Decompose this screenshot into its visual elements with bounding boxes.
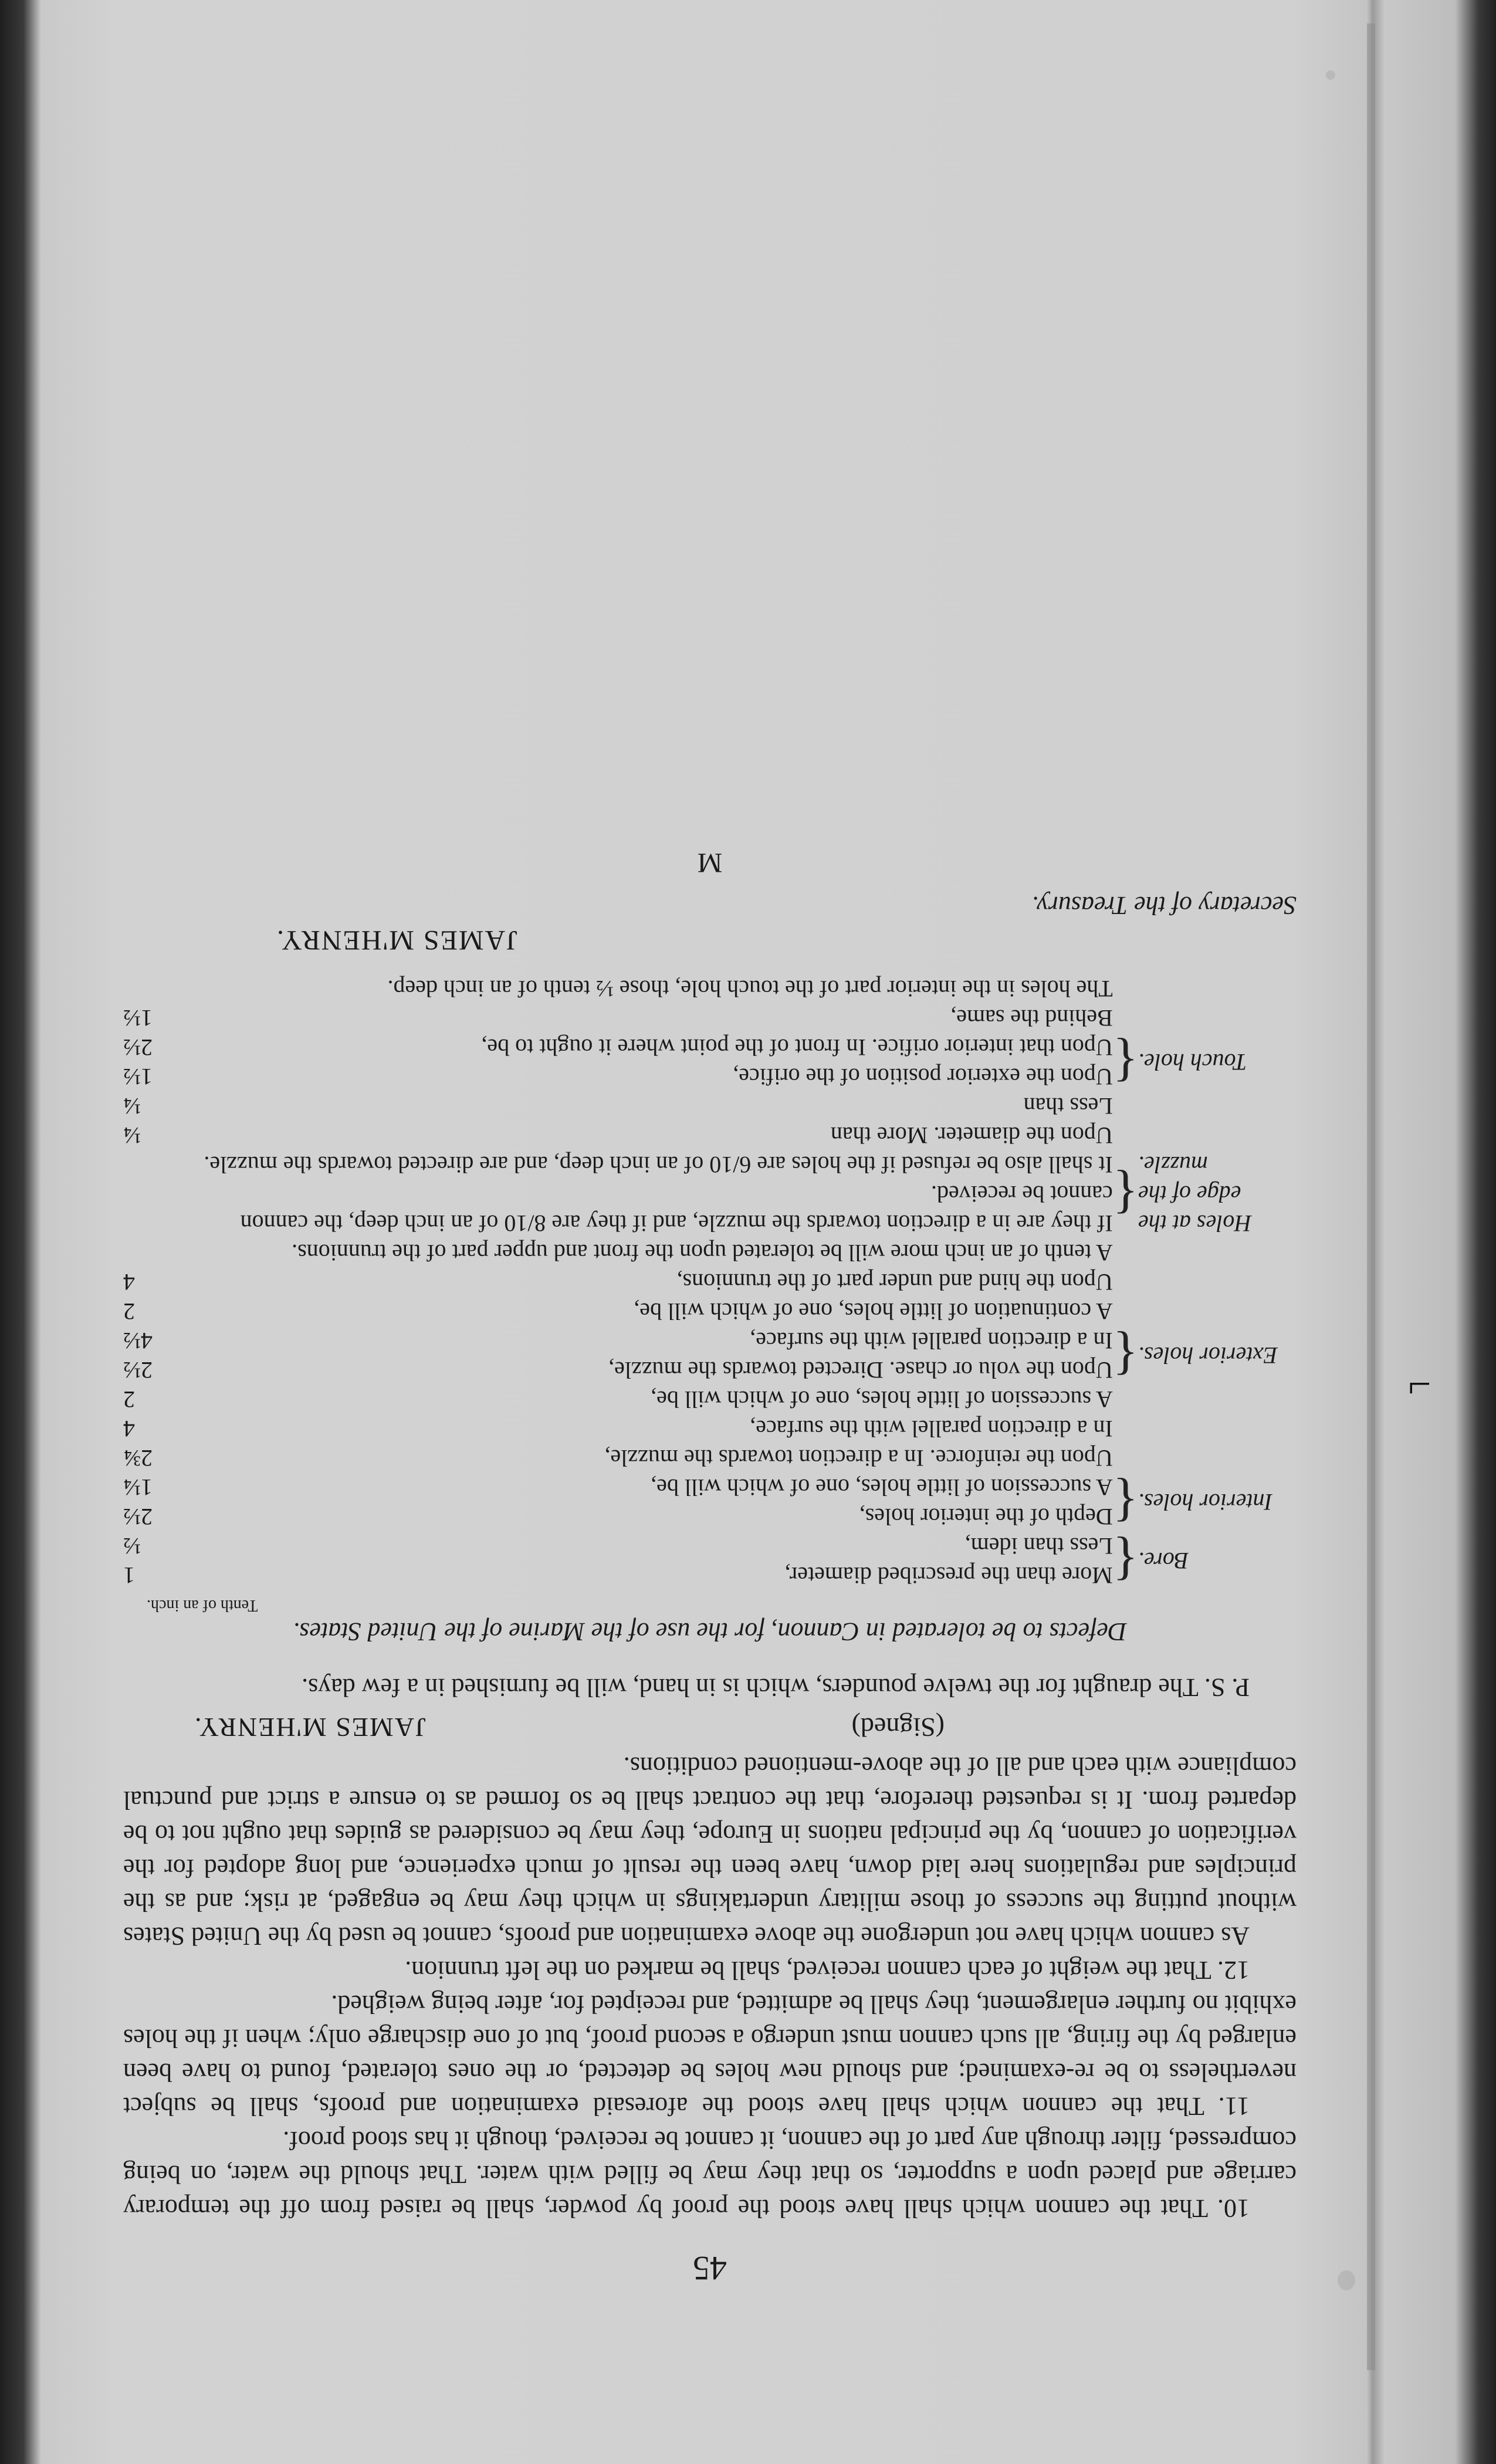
page-content: [123, 847, 1297, 2288]
defect-text: Upon that interior orifice. In front of the point where it ought to be,: [481, 1034, 1113, 1061]
category-label: Bore.: [1138, 1548, 1189, 1574]
defect-value: 4: [123, 1269, 135, 1295]
table-row: [123, 1121, 1297, 1150]
table-row: [123, 1179, 1297, 1238]
margin-mark: ⌐: [1408, 1362, 1431, 1407]
defect-text: In a direction parallel with the surface,: [750, 1328, 1113, 1354]
defect-text: Less than: [1023, 1093, 1113, 1119]
defect-text: A continuation of little holes, one of which will be,: [634, 1298, 1113, 1325]
defect-value: 4½: [123, 1328, 153, 1354]
defect-text: A succession of little holes, one of which will be,: [651, 1386, 1113, 1413]
signature-mark: M: [697, 847, 723, 878]
defect-text: Upon the exterior position of the orifice,: [733, 1064, 1113, 1090]
category-label: Interior holes.: [1138, 1489, 1272, 1515]
defect-value: ½: [123, 1533, 141, 1559]
defect-value: 2: [123, 1386, 135, 1413]
signer-name: JAMES M'HENRY.: [194, 1712, 426, 1742]
defect-value: [123, 1238, 194, 1267]
category-label: Exterior holes.: [1138, 1342, 1278, 1369]
defect-text: Depth of the interior holes,: [859, 1504, 1113, 1530]
defect-value: 1½: [123, 1005, 153, 1031]
brace-icon: {: [1112, 1165, 1138, 1223]
signature-block: [123, 1708, 1297, 1743]
defect-value: [123, 1150, 194, 1179]
defect-text: A succession of little holes, one of which will be,: [651, 1474, 1113, 1501]
signed-label: (Signed): [851, 1712, 945, 1742]
table-row: [123, 1443, 1297, 1473]
defect-value: 1: [123, 1562, 135, 1589]
category-label: Touch hole.: [1138, 1049, 1247, 1075]
defect-value: 2½: [123, 1357, 153, 1383]
defect-text: Upon the diameter. More than: [830, 1122, 1113, 1149]
defect-text: If they are in a direction towards the muzzle, and if they are 8/10 of an inch deep, the cannon cannot be received.: [240, 1181, 1113, 1237]
page-number: 45: [693, 2249, 727, 2287]
defect-text: Upon the reinforce. In a direction towards the muzzle,: [604, 1445, 1113, 1471]
postscript: P. S. The draught for the twelve pounders, which is in hand, will be furnished in a few days.: [302, 1673, 1250, 1702]
defect-text: The holes in the interior part of the touch hole, those ½ tenth of an inch deep.: [387, 976, 1113, 1002]
closing-office: Secretary of the Treasury.: [1031, 891, 1297, 920]
defect-text: Upon the volu or chase. Directed towards the muzzle,: [608, 1357, 1113, 1383]
defect-value: 2½: [123, 1034, 153, 1061]
defect-value: ¼: [123, 1122, 141, 1149]
defect-value: [123, 974, 194, 1003]
brace-icon: {: [1112, 1532, 1138, 1590]
defect-text: It shall also be refused if the holes are 6/10 of an inch deep, and are directed towards the muzzle.: [204, 1152, 1113, 1178]
paragraph-10: 10. That the cannon which shall have stood the proof by powder, shall be raised from off the temporary carriage and placed upon a supporter, so that they may be filled with water. That should the water, on being compressed, filter through any part of the cannon, it cannot be received, though it has stood proof.: [123, 2126, 1297, 2223]
next-sheet-edge: [1367, 23, 1375, 2370]
defect-text: In a direction parallel with the surface,: [750, 1416, 1113, 1442]
defects-table: [123, 974, 1297, 1590]
defect-text: Less than idem,: [964, 1533, 1113, 1559]
defect-text: Upon the hind and under part of the trunnions,: [676, 1269, 1113, 1295]
defects-table-heading: Defects to be tolerated in Cannon, for the use of the Marine of the United States.: [293, 1617, 1127, 1646]
defect-value: 2¾: [123, 1445, 153, 1471]
defect-value: 2½: [123, 1504, 153, 1530]
brace-icon: {: [1112, 1033, 1138, 1091]
unit-label: Tenth of an inch.: [147, 1596, 258, 1615]
closing-signer-name: JAMES M'HENRY.: [276, 925, 517, 956]
defect-value: 1¼: [123, 1474, 153, 1501]
defect-value: 1½: [123, 1064, 153, 1090]
paragraph-12: 12. That the weight of each cannon received, shall be marked on the left trunnion.: [405, 1956, 1250, 1985]
defect-text: A tenth of an inch more will be tolerated upon the front and upper part of the trunnions.: [292, 1240, 1113, 1266]
defect-value: 2: [123, 1298, 135, 1325]
table-row: [123, 1561, 1297, 1590]
defect-value: [123, 1179, 194, 1238]
defect-value: 4: [123, 1416, 135, 1442]
defect-text: Behind the same,: [950, 1005, 1113, 1031]
defect-text: More than the prescribed diameter,: [784, 1562, 1113, 1589]
brace-icon: {: [1112, 1326, 1138, 1385]
table-row: [123, 1502, 1297, 1531]
printed-page-rotated: [47, 23, 1367, 2405]
paragraph-11: 11. That the cannon which shall have stood the aforesaid examination and proofs, shall be subject nevertheless to be re-examined; and should new holes be detected, or the ones tolerated, found to have been enlarged by the firing, all such cannon must undergo a second proof, but of one discharge only; when if the holes exhibit no further enlargement, they shall be admitted, and receipted for, after being weighed.: [123, 1990, 1297, 2121]
defect-value: ¼: [123, 1093, 141, 1119]
category-label: Holes at the edge of the muzzle.: [1138, 1152, 1252, 1237]
paragraph-conclusion: As cannon which have not undergone the above examination and proofs, cannot be used by the United States without putting the success of those military undertakings in which they may be engaged, at risk; and as the principles and regulations here laid down, have been the result of much experience, and long adopted for the verification of cannon, by the principal nations in Europe, they may be considered as guides that ought not to be departed from. It is requested therefore, that the contract shall be so formed as to ensure a strict and punctual compliance with each and all of the above-mentioned conditions.: [123, 1752, 1297, 1951]
brace-icon: {: [1112, 1473, 1138, 1531]
